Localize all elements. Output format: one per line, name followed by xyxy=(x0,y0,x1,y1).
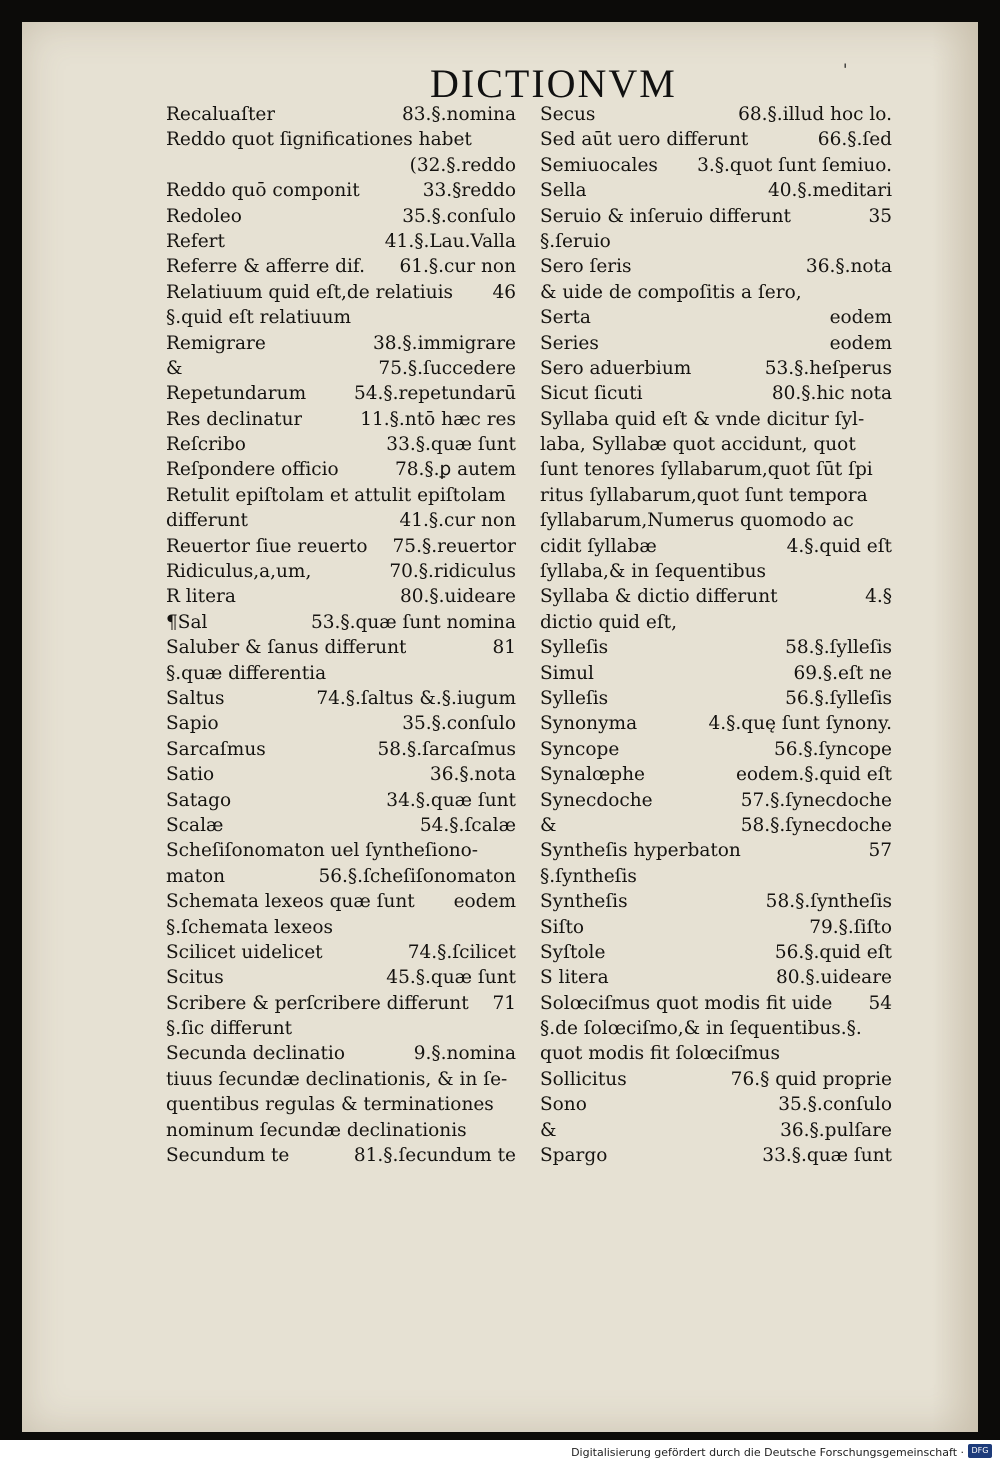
index-entry xyxy=(166,965,516,990)
index-entry xyxy=(166,559,516,584)
entry-term: & xyxy=(166,357,183,379)
index-entry xyxy=(166,229,516,254)
entry-term: & xyxy=(540,1119,557,1141)
index-entry xyxy=(166,127,516,152)
entry-reference: 54.§.repetundarū xyxy=(353,383,516,405)
entry-reference: 54.§.ſcalæ xyxy=(419,814,516,836)
index-entry xyxy=(540,153,892,178)
index-entry xyxy=(166,686,516,711)
entry-term: Synalœphe xyxy=(540,764,645,786)
index-entry xyxy=(540,686,892,711)
index-entry xyxy=(540,1041,892,1066)
entry-term: Synonyma xyxy=(540,713,638,735)
entry-term: differunt xyxy=(166,510,248,532)
entry-term: & xyxy=(540,814,557,836)
index-entry xyxy=(540,229,892,254)
entry-term: Relatiuum quid eſt,de relatiuis xyxy=(166,281,454,303)
index-entry xyxy=(166,635,516,660)
entry-term: Sed aūt uero differunt xyxy=(540,129,749,151)
entry-term: ſyllaba,& in ſequentibus xyxy=(540,561,766,583)
entry-reference: 33.§.quæ ſunt xyxy=(386,434,516,456)
entry-term: cidit ſyllabæ xyxy=(540,535,657,557)
index-entry xyxy=(166,432,516,457)
running-heading: DICTIONVM xyxy=(430,61,677,106)
entry-reference: 58.§.ſyntheſis xyxy=(765,891,892,913)
entry-reference: 53.§.heſperus xyxy=(764,357,892,379)
entry-reference: 4.§.quid eſt xyxy=(786,535,892,557)
entry-term: Reſpondere officio xyxy=(166,459,339,481)
entry-reference: 53.§.quæ ſunt nomina xyxy=(310,611,516,633)
entry-term: Schemata lexeos quæ ſunt xyxy=(166,891,415,913)
index-entry xyxy=(166,534,516,559)
index-entry xyxy=(540,838,892,863)
entry-reference: 41.§.cur non xyxy=(399,510,516,532)
entry-term: Sylleſis xyxy=(540,687,609,709)
index-entry xyxy=(166,356,516,381)
entry-term: Reſcribo xyxy=(166,434,246,456)
entry-reference: 81.§.ſecundum te xyxy=(353,1145,516,1167)
index-entry xyxy=(540,178,892,203)
index-entry xyxy=(166,153,516,178)
index-entry xyxy=(540,1092,892,1117)
index-entry xyxy=(540,356,892,381)
entry-term: maton xyxy=(166,865,226,887)
entry-reference: 9.§.nomina xyxy=(413,1043,516,1065)
entry-reference: 69.§.eſt ne xyxy=(793,662,892,684)
index-entry xyxy=(540,204,892,229)
index-entry xyxy=(540,280,892,305)
entry-reference: 4.§ xyxy=(865,586,892,608)
entry-term: Sono xyxy=(540,1094,587,1116)
entry-reference: 83.§.nomina xyxy=(401,104,516,125)
entry-reference: eodem xyxy=(829,332,892,354)
entry-reference: 80.§.uideare xyxy=(776,967,892,989)
entry-term: ſyllabarum,Numerus quomodo ac xyxy=(540,510,854,532)
entry-reference: 56.§.ſcheſiſonomaton xyxy=(318,865,516,887)
entry-term: laba, Syllabæ quot accidunt, quot xyxy=(540,434,856,456)
entry-term: Syllaba quid eſt & vnde dicitur ſyl- xyxy=(540,408,865,430)
entry-term: Siſto xyxy=(540,916,585,938)
entry-reference: 35 xyxy=(868,205,892,227)
page-edge-shading xyxy=(932,22,978,1432)
entry-reference: 80.§.uideare xyxy=(400,586,516,608)
entry-term: Remigrare xyxy=(166,332,266,354)
entry-reference: 35.§.conſulo xyxy=(402,205,516,227)
entry-term: Scalæ xyxy=(166,814,224,836)
index-entry xyxy=(166,737,516,762)
entry-reference: 56.§.ſyncope xyxy=(773,738,892,760)
index-entry xyxy=(540,1143,892,1168)
entry-reference: 74.§.ſcilicet xyxy=(407,941,516,963)
entry-term: ſunt tenores ſyllabarum,quot ſūt ſpi xyxy=(540,459,873,481)
index-entry xyxy=(540,813,892,838)
index-entry xyxy=(166,254,516,279)
entry-reference: 36.§.pulſare xyxy=(780,1119,892,1141)
entry-term: Syncope xyxy=(540,738,620,760)
index-entry xyxy=(166,813,516,838)
entry-term: Reddo quō componit xyxy=(166,180,360,202)
index-entry xyxy=(166,1143,516,1168)
entry-term: Syntheſis xyxy=(540,891,628,913)
entry-reference: 34.§.quæ ſunt xyxy=(386,789,516,811)
entry-term: Referre & afferre dif. xyxy=(166,256,366,278)
index-entry xyxy=(166,407,516,432)
entry-term: Sarcaſmus xyxy=(166,738,266,760)
index-entry xyxy=(166,915,516,940)
entry-reference: 45.§.quæ ſunt xyxy=(386,967,516,989)
entry-reference: 38.§.immigrare xyxy=(373,332,516,354)
entry-reference: 35.§.conſulo xyxy=(402,713,516,735)
entry-term: Sicut ſicuti xyxy=(540,383,643,405)
entry-reference: 57.§.ſynecdoche xyxy=(740,789,892,811)
entry-reference: 11.§.ntō hæc res xyxy=(360,408,516,430)
index-entry xyxy=(166,204,516,229)
index-entry xyxy=(540,508,892,533)
index-entry xyxy=(540,432,892,457)
index-entry xyxy=(166,1118,516,1143)
entry-term: Sapio xyxy=(166,713,219,735)
entry-term: S litera xyxy=(540,967,609,989)
index-entry xyxy=(166,711,516,736)
entry-term: R litera xyxy=(166,586,236,608)
entry-term: Syllaba & dictio differunt xyxy=(540,586,778,608)
entry-term: Refert xyxy=(166,230,225,252)
index-entry xyxy=(166,762,516,787)
entry-term: Sero ſeris xyxy=(540,256,632,278)
entry-term: Sollicitus xyxy=(540,1068,627,1090)
entry-term: quot modis fit ſolœciſmus xyxy=(540,1043,780,1065)
entry-term: ¶Sal xyxy=(166,611,208,633)
entry-term: Scheſiſonomaton uel ſyntheſiono- xyxy=(166,840,479,862)
index-entry xyxy=(166,610,516,635)
index-entry xyxy=(166,483,516,508)
entry-term: §.ſyntheſis xyxy=(540,865,637,887)
entry-term: & uide de compoſitis a ſero, xyxy=(540,281,802,303)
entry-reference: 41.§.Lau.Valla xyxy=(384,230,516,252)
index-entry xyxy=(540,864,892,889)
index-entry xyxy=(540,940,892,965)
index-entry xyxy=(166,280,516,305)
index-entry xyxy=(540,381,892,406)
entry-reference: 33.§.quæ ſunt xyxy=(762,1145,892,1167)
entry-term: Saltus xyxy=(166,687,225,709)
index-entry xyxy=(540,711,892,736)
entry-reference: 75.§.reuertor xyxy=(392,535,516,557)
entry-reference: 40.§.meditari xyxy=(767,180,892,202)
index-entry xyxy=(166,864,516,889)
entry-term: Secunda declinatio xyxy=(166,1043,345,1065)
index-entry xyxy=(166,661,516,686)
index-entry xyxy=(540,610,892,635)
entry-term: §.ſic differunt xyxy=(166,1018,293,1040)
dfg-logo: DFG xyxy=(968,1444,992,1458)
entry-reference: 79.§.ſiſto xyxy=(809,916,892,938)
entry-reference: eodem xyxy=(453,891,516,913)
entry-term: Redoleo xyxy=(166,205,242,227)
index-entry xyxy=(540,534,892,559)
entry-term: Semiuocales xyxy=(540,154,658,176)
entry-reference: eodem xyxy=(829,307,892,329)
index-entry xyxy=(166,457,516,482)
entry-term: Satio xyxy=(166,764,215,786)
entry-reference: 56.§.quid eſt xyxy=(774,941,892,963)
entry-term: Solœciſmus quot modis fit uide xyxy=(540,992,833,1014)
entry-reference: 68.§.illud hoc lo. xyxy=(738,104,892,125)
index-entry xyxy=(540,1016,892,1041)
entry-reference: 61.§.cur non xyxy=(399,256,516,278)
entry-term: Retulit epiſtolam et attulit epiſtolam xyxy=(166,484,506,506)
entry-term: Scribere & perſcribere differunt xyxy=(166,992,469,1014)
entry-reference: 66.§.ſed xyxy=(817,129,892,151)
entry-reference: 57 xyxy=(868,840,892,862)
entry-term: Scilicet uidelicet xyxy=(166,941,323,963)
index-entry xyxy=(540,559,892,584)
index-entry xyxy=(540,305,892,330)
entry-reference: 74.§.ſaltus &.§.iugum xyxy=(316,687,516,709)
index-entry xyxy=(540,584,892,609)
index-entry xyxy=(166,940,516,965)
index-entry xyxy=(540,635,892,660)
index-entry xyxy=(166,305,516,330)
index-entry xyxy=(540,889,892,914)
entry-term: Recaluaſter xyxy=(166,104,276,125)
entry-term: quentibus regulas & terminationes xyxy=(166,1094,494,1116)
entry-reference: 58.§.ſynecdoche xyxy=(740,814,892,836)
entry-reference: 71 xyxy=(492,992,516,1014)
index-entry xyxy=(166,331,516,356)
index-entry xyxy=(166,889,516,914)
entry-reference: 81 xyxy=(492,637,516,659)
index-entry xyxy=(540,915,892,940)
index-entry xyxy=(540,483,892,508)
index-entry xyxy=(540,1118,892,1143)
entry-term: Secus xyxy=(540,104,596,125)
index-entry xyxy=(166,1092,516,1117)
index-entry xyxy=(166,1041,516,1066)
entry-term: Series xyxy=(540,332,599,354)
entry-term: §.quæ differentia xyxy=(166,662,327,684)
index-entry xyxy=(540,661,892,686)
entry-term: Res declinatur xyxy=(166,408,303,430)
entry-term: Secundum te xyxy=(166,1145,290,1167)
entry-term: Sylleſis xyxy=(540,637,609,659)
index-entry xyxy=(540,1067,892,1092)
entry-term: Reddo quot ſignificationes habet xyxy=(166,129,472,151)
index-entry xyxy=(540,407,892,432)
entry-reference: (32.§.reddo xyxy=(409,154,516,176)
entry-reference: 54 xyxy=(868,992,892,1014)
index-entry xyxy=(540,788,892,813)
entry-term: Sero aduerbium xyxy=(540,357,692,379)
entry-reference: eodem.§.quid eſt xyxy=(735,764,892,786)
entry-term: Scitus xyxy=(166,967,224,989)
index-entry xyxy=(166,788,516,813)
entry-reference: 76.§ quid proprie xyxy=(730,1068,892,1090)
entry-reference: 75.§.ſuccedere xyxy=(378,357,516,379)
index-entry xyxy=(540,127,892,152)
entry-term: Repetundarum xyxy=(166,383,307,405)
entry-reference: 36.§.nota xyxy=(805,256,892,278)
entry-reference: 80.§.hic nota xyxy=(771,383,892,405)
index-entry xyxy=(540,457,892,482)
index-entry xyxy=(540,254,892,279)
index-entry xyxy=(166,508,516,533)
entry-term: Ridiculus,a,um, xyxy=(166,561,312,583)
entry-reference: 78.§.ꝑ autem xyxy=(394,459,516,481)
entry-term: §.ſchemata lexeos xyxy=(166,916,333,938)
entry-term: Synecdoche xyxy=(540,789,653,811)
entry-reference: 36.§.nota xyxy=(429,764,516,786)
index-entry xyxy=(540,965,892,990)
index-entry xyxy=(166,381,516,406)
index-entry xyxy=(166,584,516,609)
entry-reference: 33.§reddo xyxy=(422,180,516,202)
entry-reference: 58.§.ſylleſis xyxy=(785,637,892,659)
index-entry xyxy=(540,762,892,787)
entry-reference: 58.§.ſarcaſmus xyxy=(377,738,516,760)
entry-reference: 56.§.ſylleſis xyxy=(785,687,892,709)
index-entry xyxy=(166,178,516,203)
index-entry xyxy=(540,331,892,356)
index-entry xyxy=(540,991,892,1016)
entry-term: tiuus ſecundæ declinationis, & in ſe- xyxy=(166,1068,508,1090)
entry-reference: 70.§.ridiculus xyxy=(389,561,516,583)
top-margin-mark: ' xyxy=(843,60,848,79)
entry-term: Serta xyxy=(540,307,591,329)
entry-term: Reuertor ſiue reuerto xyxy=(166,535,368,557)
index-entry xyxy=(166,838,516,863)
entry-reference: 3.§.quot ſunt ſemiuo. xyxy=(697,154,892,176)
index-entry xyxy=(166,1067,516,1092)
entry-term: Satago xyxy=(166,789,232,811)
left-index-column xyxy=(166,102,516,1168)
entry-term: §.quid eſt relatiuum xyxy=(166,307,352,329)
entry-term: Syntheſis hyperbaton xyxy=(540,840,741,862)
index-entry xyxy=(540,737,892,762)
index-entry xyxy=(166,1016,516,1041)
entry-term: §.ſeruio xyxy=(540,230,611,252)
entry-term: ritus ſyllabarum,quot ſunt tempora xyxy=(540,484,868,506)
entry-term: Spargo xyxy=(540,1145,608,1167)
funding-credit: Digitalisierung gefördert durch die Deutsche Forschungsgemeinschaft · xyxy=(571,1446,964,1459)
entry-reference: 46 xyxy=(492,281,516,303)
index-entry xyxy=(166,102,516,127)
entry-term: Seruio & inſeruio differunt xyxy=(540,205,791,227)
index-entry xyxy=(166,991,516,1016)
entry-term: Syſtole xyxy=(540,941,606,963)
entry-term: Sella xyxy=(540,180,587,202)
entry-term: Saluber & ſanus differunt xyxy=(166,637,407,659)
right-index-column xyxy=(540,102,892,1168)
entry-term: §.de ſolœciſmo,& in ſequentibus.§. xyxy=(540,1018,862,1040)
entry-term: dictio quid eſt, xyxy=(540,611,677,633)
entry-term: nominum ſecundæ declinationis xyxy=(166,1119,467,1141)
entry-reference: 4.§.quę ſunt ſynony. xyxy=(708,713,892,735)
entry-reference: 35.§.conſulo xyxy=(778,1094,892,1116)
entry-term: Simul xyxy=(540,662,594,684)
index-entry xyxy=(540,102,892,127)
